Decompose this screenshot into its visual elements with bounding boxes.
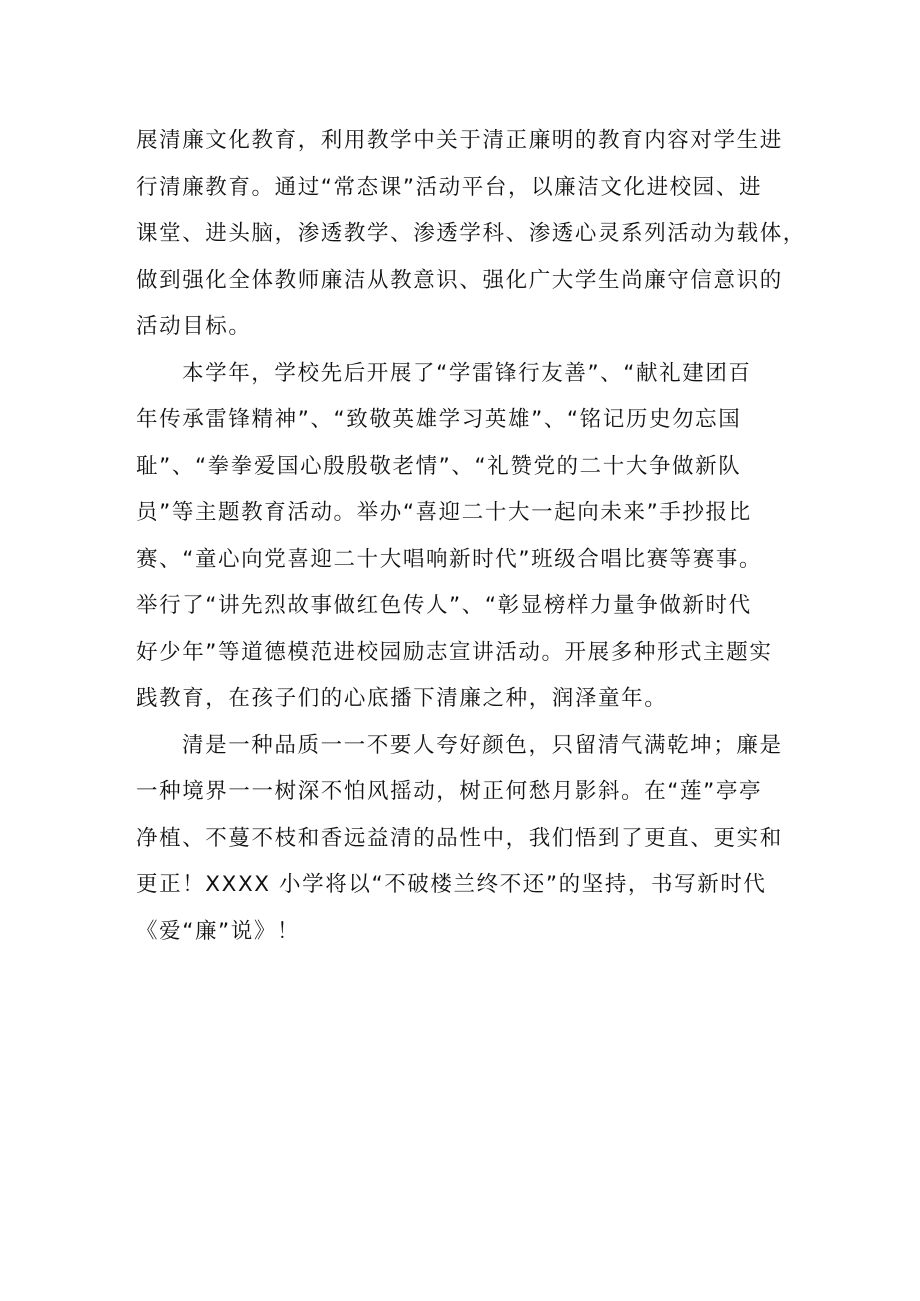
text-line: 践教育，在孩子们的心底播下清廉之种，润泽童年。 [136,686,668,711]
text-line: 赛、“童心向党喜迎二十大唱响新时代”班级合唱比赛等赛事。 [136,546,763,572]
text-line: 活动目标。 [136,314,252,339]
text-line: 耻”、“拳拳爱国心殷殷敬老情”、“礼赞党的二十大争做新队 [136,453,742,479]
text-line: 行清廉教育。通过“常态课”活动平台，以廉洁文化进校园、进 [136,174,763,200]
text-line: 清是一种品质一一不要人夸好颜色，只留清气满乾坤；廉是 [182,732,783,758]
text-line: 课堂、进头脑，渗透教学、渗透学科、渗透心灵系列活动为载体， [136,221,806,246]
paragraph-3 [136,723,796,956]
paragraph-2 [136,351,796,723]
text-line: 举行了“讲先烈故事做红色传人”、“彰显榜样力量争做新时代 [136,593,752,618]
text-line: 更正！XXXX 小学将以“不破楼兰终不还”的坚持，书写新时代 [136,872,767,897]
text-line: 员”等主题教育活动。举办“喜迎二十大一起向未来”手抄报比 [136,500,752,525]
text-line: 一种境界一一树深不怕风摇动，树正何愁月影斜。在“莲”亭亭 [136,779,763,804]
paragraph-1 [136,118,806,351]
text-line: 做到强化全体教师廉洁从教意识、强化广大学生尚廉守信意识的 [136,267,783,293]
text-line: 好少年”等道德模范进校园励志宣讲活动。开展多种形式主题实 [136,639,773,665]
text-line: 《爱“廉”说》！ [136,918,301,944]
document-body [136,118,806,955]
text-line: 年传承雷锋精神”、“致敬英雄学习英雄”、“铭记历史勿忘国 [136,407,742,432]
text-line: 净植、不蔓不枝和香远益清的品性中，我们悟到了更直、更实和 [136,825,783,851]
text-line: 本学年，学校先后开展了“学雷锋行友善”、“献礼建团百 [182,360,752,386]
text-line: 展清廉文化教育，利用教学中关于清正廉明的教育内容对学生进 [136,128,783,153]
